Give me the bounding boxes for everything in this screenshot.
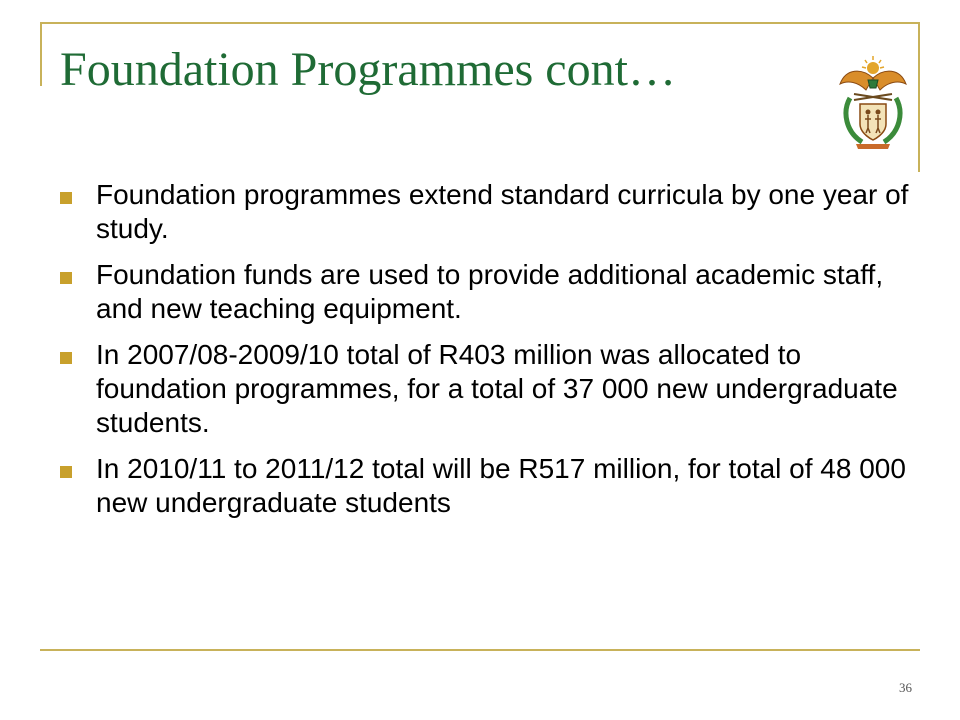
square-bullet-icon xyxy=(60,272,72,284)
frame-line-top xyxy=(40,22,920,24)
square-bullet-icon xyxy=(60,352,72,364)
bullet-text: Foundation funds are used to provide additional academic staff, and new teaching equipment. xyxy=(96,259,884,324)
bullet-text: Foundation programmes extend standard curricula by one year of study. xyxy=(96,179,909,244)
bullet-text: In 2007/08-2009/10 total of R403 million was allocated to foundation programmes, for a total of 37 000 new undergraduate students. xyxy=(96,339,898,438)
coat-of-arms-icon xyxy=(832,54,914,150)
bullet-item xyxy=(0,258,960,326)
frame-line-bottom xyxy=(40,649,920,651)
page-number: 36 xyxy=(899,680,912,695)
bullet-item xyxy=(0,452,960,520)
bullet-list xyxy=(0,178,960,532)
frame-line-left xyxy=(40,22,42,86)
frame-line-right xyxy=(918,22,920,172)
bullet-text: In 2010/11 to 2011/12 total will be R517 million, for total of 48 000 new undergraduate students xyxy=(96,453,906,518)
slide-title: Foundation Programmes cont… xyxy=(60,43,676,96)
bullet-item xyxy=(0,178,960,246)
bullet-item xyxy=(0,338,960,440)
square-bullet-icon xyxy=(60,192,72,204)
square-bullet-icon xyxy=(60,466,72,478)
